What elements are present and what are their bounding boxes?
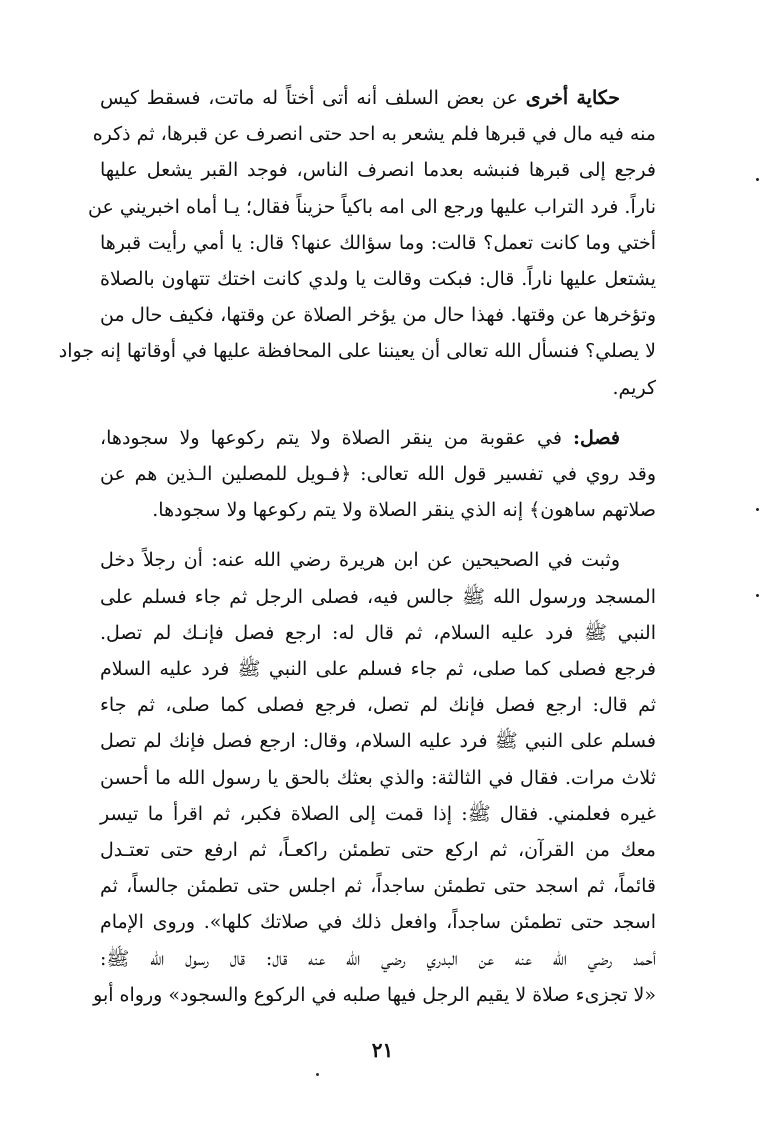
heading-word: حكاية أخرى xyxy=(525,87,620,109)
text-line: «لا تجزىء صلاة لا يقيم الرجل فيها صلبه في الركوع والسجود» ورواه أبو xyxy=(93,983,656,1006)
text-line: أختي وما كانت تعمل؟ قالت: وما سؤالك عنها؟ قال: يا أمي رأيت قبرها xyxy=(100,231,656,254)
text-line: فصل: في عقوبة من ينقر الصلاة ولا يتم ركوعها ولا سجودها، xyxy=(100,426,620,449)
page-number: ٢١ xyxy=(371,1038,394,1062)
text-line: فرجع إلى قبرها فنبشه بعدما انصرف الناس، فوجد القبر يشعل عليها xyxy=(100,159,656,182)
text-line: وثبت في الصحيحين عن ابن هريرة رضي الله عنه: أن رجلاً دخل xyxy=(100,549,620,572)
text-line: حكاية أخرى عن بعض السلف أنه أتى أختاً له ماتت، فسقط كيس xyxy=(100,87,620,109)
text-line: منه فيه مال في قبرها فلم يشعر به احد حتى انصرف عن قبرها، ثم ذكره xyxy=(92,123,656,146)
text-line: صلاتهم ساهون﴾ إنه الذي ينقر الصلاة ولا يتم ركوعها ولا سجودها. xyxy=(152,499,656,522)
heading-word: فصل: xyxy=(573,426,620,449)
text-line: لا يصلي؟ فنسأل الله تعالى أن يعيننا على المحافظة عليها في أوقاتها إنه جواد xyxy=(58,340,656,363)
text-line: وتؤخرها عن وقتها. فهذا حال من يؤخر الصلاة عن وقتها، فكيف حال من xyxy=(100,304,656,327)
text-line: فرجع فصلى كما صلى، ثم جاء فسلم على النبي ﷺ فرد عليه السلام xyxy=(100,658,656,681)
text-line: اسجد حتى تطمئن ساجداً، وافعل ذلك في صلاتك كلها». وروى الإمام xyxy=(100,911,656,934)
text-line: فسلم على النبي ﷺ فرد عليه السلام، وقال: ارجع فصل فإنك لم تصل xyxy=(100,730,656,753)
paragraph-hadith xyxy=(93,542,656,1013)
text-line: معك من القرآن، ثم اركع حتى تطمئن راكعـاً، ثم ارفع حتى تعتـدل xyxy=(100,839,656,862)
margin-speck xyxy=(756,508,759,511)
text-line: كريم. xyxy=(612,376,656,399)
text-line: غيره فعلمني. فقال ﷺ: إذا قمت إلى الصلاة فكبر، ثم اقرأ ما تيسر xyxy=(100,802,656,825)
text-line: النبي ﷺ فرد عليه السلام، ثم قال له: ارجع فصل فإنـك لم تصل. xyxy=(100,621,656,644)
text-line: المسجد ورسول الله ﷺ جالس فيه، فصلى الرجل ثم جاء فسلم على xyxy=(100,585,656,608)
text-line: يشتعل عليها ناراً. قال: فبكت وقالت يا ولدي كانت اختك تتهاون بالصلاة xyxy=(100,268,656,291)
paragraph-story xyxy=(58,80,656,406)
text-line: ثلاث مرات. فقال في الثالثة: والذي بعثك بالحق يا رسول الله ما أحسن xyxy=(100,766,656,789)
text-line: قائماً، ثم اسجد حتى تطمئن ساجداً، ثم اجلس حتى تطمئن جالساً، ثم xyxy=(100,875,656,898)
text-line: وقد روي في تفسير قول الله تعالى: ﴿فـويل للمصلين الـذين هم عن xyxy=(100,463,656,486)
text-line: ثم قال: ارجع فصل فإنك لم تصل، فرجع فصلى كما صلى، ثم جاء xyxy=(100,694,656,717)
text-line: أحمد رضي الله عنه عن البدري رضي الله عنه قال: قال رسول الله ﷺ: xyxy=(100,947,656,970)
scan-speck xyxy=(316,1073,319,1076)
margin-speck xyxy=(756,178,759,181)
text-line: ناراً. فرد التراب عليها ورجع الى امه باكياً حزيناً فقال؛ يـا أماه اخبريني عن xyxy=(88,195,656,218)
page-body xyxy=(58,80,656,1013)
paragraph-section xyxy=(100,420,656,529)
margin-speck xyxy=(756,594,759,597)
